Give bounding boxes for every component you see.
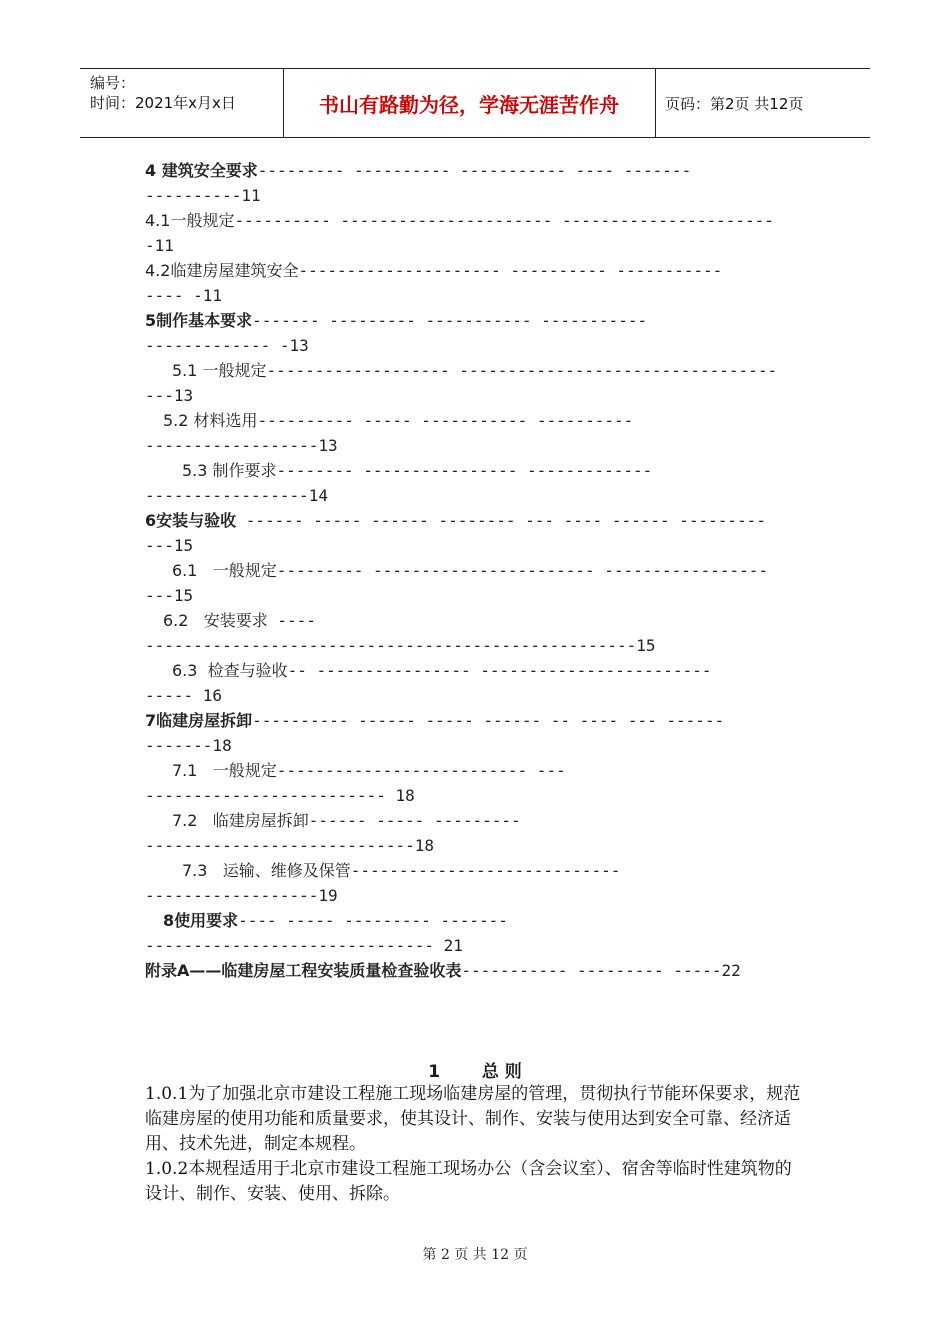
toc-entry — [172, 660, 711, 682]
toc-entry-continuation: ------------- -13 — [145, 336, 309, 355]
toc-entry-continuation: ----------11 — [145, 186, 261, 205]
toc-entry-continuation: -----------------14 — [145, 486, 329, 505]
toc-leader: ---------- ------ ----- ------ -- ---- --- ------ — [252, 711, 725, 730]
toc-leader: ---------- ----- ----------- ---------- — [257, 411, 634, 430]
toc-entry-continuation: -------18 — [145, 736, 232, 755]
toc-entry — [145, 710, 724, 732]
toc-entry-title: 7.3 运输、维修及保管 — [182, 861, 351, 880]
toc-entry-continuation: ---15 — [145, 586, 194, 605]
toc-entry-title: 附录A——临建房屋工程安装质量检查验收表 — [145, 961, 462, 980]
toc-entry-title: 7.2 临建房屋拆卸 — [172, 811, 309, 830]
toc-entry-title: 5.3 制作要求 — [182, 461, 277, 480]
toc-entry — [145, 510, 766, 532]
toc-entry — [163, 610, 316, 632]
header-left — [90, 73, 236, 113]
toc-entry-continuation: ------------------------- 18 — [145, 786, 415, 805]
paragraph: 1.0.2本规程适用于北京市建设工程施工现场办公（含会议室）、宿舍等临时性建筑物的设计、制作、安装、使用、拆除。 — [145, 1159, 792, 1204]
toc-entry-title: 7临建房屋拆卸 — [145, 711, 253, 730]
toc-entry — [163, 410, 633, 432]
toc-entry — [145, 210, 774, 232]
section-title — [0, 1057, 950, 1082]
toc-entry-title: 7.1 一般规定 — [172, 761, 277, 780]
toc-entry-continuation: ---13 — [145, 386, 194, 405]
header-time: 时间：2021年x月x日 — [90, 94, 236, 112]
toc-entry — [145, 960, 741, 982]
header-divider — [655, 69, 656, 137]
page-footer: 第 2 页 共 12 页 — [422, 1247, 528, 1263]
toc-leader: ---- ----- --------- ------- — [238, 911, 508, 930]
toc-entry-continuation: -11 — [145, 236, 174, 255]
toc-entry-title: 8使用要求 — [163, 911, 239, 930]
toc-entry-title: 6.1 一般规定 — [172, 561, 277, 580]
header-number: 编号： — [90, 74, 136, 92]
toc-entry — [145, 310, 647, 332]
toc-leader: ------------------- --------------------------------- — [266, 361, 778, 380]
toc-entry-title: 5.1 一般规定 — [172, 361, 267, 380]
toc-entry — [163, 910, 508, 932]
toc-leader: ---- — [267, 611, 316, 630]
toc-entry-continuation: ---------------------------------------------------15 — [145, 636, 656, 655]
toc-entry-title: 6.2 安装要求 — [163, 611, 268, 630]
toc-entry-continuation: ----------------------------18 — [145, 836, 434, 855]
section-number: 1 — [428, 1062, 441, 1082]
toc-entry — [172, 810, 521, 832]
toc-leader: -------------------------- --- — [276, 761, 566, 780]
toc-entry-continuation: ---- -11 — [145, 286, 223, 305]
toc-leader: ------- --------- ----------- ----------- — [252, 311, 648, 330]
toc-entry-continuation: ------------------------------ 21 — [145, 936, 463, 955]
toc-leader: ------ ----- ------ -------- --- ---- ------ --------- — [236, 511, 766, 530]
header-motto: 书山有路勤为径，学海无涯苦作舟 — [319, 92, 619, 117]
toc-entry — [182, 860, 620, 882]
toc-entry-title: 4.1一般规定 — [145, 211, 235, 230]
toc-entry-continuation: ------------------19 — [145, 886, 338, 905]
toc-entry-title: 4 建筑安全要求 — [145, 161, 258, 180]
page-header — [80, 68, 870, 138]
toc-entry — [172, 760, 566, 782]
section-name: 总 则 — [481, 1062, 522, 1082]
toc-leader: --------------------- ---------- ----------- — [298, 261, 723, 280]
toc-leader: ----------- --------- -----22 — [461, 961, 741, 980]
toc-leader: --------- ---------- ----------- ---- ------- — [257, 161, 692, 180]
toc-leader: -- ---------------- ------------------------ — [287, 661, 712, 680]
toc-leader: --------- ----------------------- ----------------- — [276, 561, 768, 580]
toc-entry — [182, 460, 652, 482]
paragraph: 1.0.1为了加强北京市建设工程施工现场临建房屋的管理，贯彻执行节能环保要求，规范临建房屋的使用功能和质量要求，使其设计、制作、安装与使用达到安全可靠、经济适用、技术先进，制定本规程。 — [145, 1084, 801, 1154]
header-page-label: 页码：第2页 共12页 — [665, 94, 804, 113]
toc-entry — [172, 360, 777, 382]
toc-entry — [145, 160, 691, 182]
toc-leader: -------- ---------------- ------------- — [276, 461, 653, 480]
toc-entry-continuation: ----- 16 — [145, 686, 223, 705]
toc-entry-title: 6.3 检查与验收 — [172, 661, 288, 680]
toc-entry-continuation: ------------------13 — [145, 436, 338, 455]
toc-entry-continuation: ---15 — [145, 536, 194, 555]
toc-entry — [145, 260, 722, 282]
toc-leader: ---------- ---------------------- ---------------------- — [234, 211, 774, 230]
toc-entry-title: 5制作基本要求 — [145, 311, 253, 330]
toc-entry-title: 5.2 材料选用 — [163, 411, 258, 430]
toc-leader: ---------------------------- — [350, 861, 621, 880]
toc-entry — [172, 560, 768, 582]
toc-entry-title: 4.2临建房屋建筑安全 — [145, 261, 299, 280]
toc-leader: ------ ----- --------- — [308, 811, 521, 830]
toc-entry-title: 6安装与验收 — [145, 511, 237, 530]
